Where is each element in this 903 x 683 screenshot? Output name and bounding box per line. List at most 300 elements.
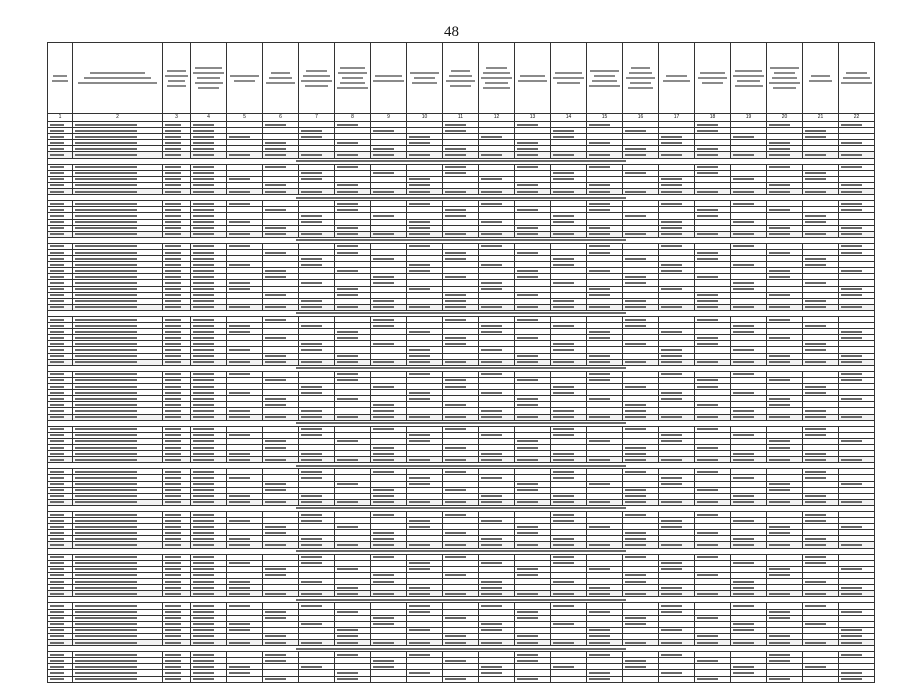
cell-text xyxy=(337,635,358,637)
cell-text xyxy=(661,434,682,436)
cell-text xyxy=(265,233,286,235)
cell-text xyxy=(769,568,790,570)
cell-text xyxy=(75,191,137,193)
cell-text xyxy=(481,544,502,546)
cell-text xyxy=(165,124,181,126)
cell-text xyxy=(553,343,574,345)
cell-text xyxy=(373,258,394,260)
cell-text xyxy=(373,666,394,668)
cell-text xyxy=(589,672,610,674)
cell-text xyxy=(193,221,214,223)
cell-text xyxy=(409,191,430,193)
cell-text xyxy=(805,154,826,156)
cell-text xyxy=(75,635,137,637)
cell-text xyxy=(553,666,574,668)
cell-text xyxy=(625,215,646,217)
cell-text xyxy=(517,191,538,193)
cell-text xyxy=(697,471,718,473)
cell-text xyxy=(193,349,214,351)
column-header-cell xyxy=(227,43,263,114)
cell-text xyxy=(265,154,286,156)
cell-text xyxy=(697,124,718,126)
cell-text xyxy=(193,556,214,558)
cell-text xyxy=(265,593,286,595)
cell-text xyxy=(625,148,646,150)
table-cell xyxy=(163,676,191,682)
cell-text xyxy=(265,148,286,150)
cell-text xyxy=(841,294,862,296)
cell-text xyxy=(733,416,754,418)
cell-text xyxy=(193,343,214,345)
cell-text xyxy=(409,264,430,266)
cell-text xyxy=(625,501,646,503)
header-text-line xyxy=(90,72,145,74)
cell-text xyxy=(50,617,64,619)
cell-text xyxy=(165,306,181,308)
cell-text xyxy=(589,379,610,381)
column-number-cell: 12 xyxy=(479,114,515,122)
cell-text xyxy=(265,501,286,503)
cell-text xyxy=(409,373,430,375)
cell-text xyxy=(553,416,574,418)
cell-text xyxy=(50,538,64,540)
cell-text xyxy=(50,532,64,534)
cell-text xyxy=(373,325,394,327)
cell-text xyxy=(301,215,322,217)
cell-text xyxy=(481,629,502,631)
cell-text xyxy=(589,209,610,211)
cell-text xyxy=(661,672,682,674)
cell-text xyxy=(805,416,826,418)
cell-text xyxy=(75,258,137,260)
cell-text xyxy=(661,233,682,235)
cell-text xyxy=(75,532,137,534)
cell-text xyxy=(373,459,394,461)
column-number-cell: 6 xyxy=(263,114,299,122)
column-header-cell xyxy=(839,43,875,114)
cell-text xyxy=(589,635,610,637)
cell-text xyxy=(769,294,790,296)
cell-text xyxy=(553,471,574,473)
cell-text xyxy=(373,538,394,540)
header-text-line xyxy=(481,77,512,79)
cell-text xyxy=(373,532,394,534)
cell-text xyxy=(337,337,358,339)
cell-text xyxy=(265,379,286,381)
cell-text xyxy=(553,642,574,644)
cell-text xyxy=(841,337,862,339)
cell-text xyxy=(75,209,137,211)
cell-text xyxy=(50,331,64,333)
cell-text xyxy=(301,520,322,522)
column-header-cell xyxy=(48,43,73,114)
header-text-line xyxy=(193,72,224,74)
cell-text xyxy=(373,343,394,345)
header-text-line xyxy=(483,72,509,74)
cell-text xyxy=(517,660,538,662)
cell-text xyxy=(769,483,790,485)
cell-text xyxy=(193,300,214,302)
cell-text xyxy=(805,191,826,193)
cell-text xyxy=(553,623,574,625)
cell-text xyxy=(75,276,137,278)
cell-text xyxy=(841,483,862,485)
cell-text xyxy=(301,556,322,558)
column-header-cell xyxy=(551,43,587,114)
cell-text xyxy=(75,252,137,254)
cell-text xyxy=(193,568,214,570)
cell-text xyxy=(301,233,322,235)
table-cell xyxy=(73,676,163,682)
cell-text xyxy=(75,136,137,138)
header-text-line xyxy=(338,72,367,74)
cell-text xyxy=(229,331,250,333)
cell-text xyxy=(50,203,64,205)
cell-text xyxy=(193,337,214,339)
header-text-line xyxy=(735,70,762,72)
cell-text xyxy=(697,319,718,321)
cell-text xyxy=(165,678,181,680)
cell-text xyxy=(337,191,358,193)
cell-text xyxy=(337,166,358,168)
cell-text xyxy=(337,270,358,272)
cell-text xyxy=(769,678,790,680)
cell-text xyxy=(229,136,250,138)
column-header-cell xyxy=(163,43,191,114)
cell-text xyxy=(337,203,358,205)
cell-text xyxy=(337,672,358,674)
cell-text xyxy=(193,416,214,418)
header-text-line xyxy=(168,80,184,82)
cell-text xyxy=(661,611,682,613)
cell-text xyxy=(769,270,790,272)
cell-text xyxy=(481,501,502,503)
cell-text xyxy=(517,148,538,150)
cell-text xyxy=(165,142,181,144)
cell-text xyxy=(193,471,214,473)
cell-text xyxy=(697,556,718,558)
cell-text xyxy=(445,574,466,576)
cell-text xyxy=(50,136,64,138)
cell-text xyxy=(165,258,181,260)
cell-text xyxy=(481,264,502,266)
cell-text xyxy=(75,471,137,473)
cell-text xyxy=(165,495,181,497)
cell-text xyxy=(165,654,181,656)
cell-text xyxy=(841,568,862,570)
cell-text xyxy=(553,233,574,235)
cell-text xyxy=(229,538,250,540)
cell-text xyxy=(481,178,502,180)
cell-text xyxy=(805,623,826,625)
cell-text xyxy=(50,587,64,589)
cell-text xyxy=(229,581,250,583)
cell-text xyxy=(481,349,502,351)
column-number-cell: 9 xyxy=(371,114,407,122)
cell-text xyxy=(805,361,826,363)
cell-text xyxy=(265,142,286,144)
header-text-line xyxy=(451,70,470,72)
cell-text xyxy=(841,142,862,144)
cell-text xyxy=(50,447,64,449)
cell-text xyxy=(625,471,646,473)
cell-text xyxy=(445,532,466,534)
cell-text xyxy=(841,654,862,656)
table-cell xyxy=(587,676,623,682)
cell-text xyxy=(373,489,394,491)
header-text-line xyxy=(592,80,618,82)
cell-text xyxy=(301,282,322,284)
cell-text xyxy=(193,477,214,479)
cell-text xyxy=(445,593,466,595)
cell-text xyxy=(193,203,214,205)
cell-text xyxy=(733,642,754,644)
column-number-cell: 19 xyxy=(731,114,767,122)
cell-text xyxy=(733,587,754,589)
cell-text xyxy=(75,221,137,223)
cell-text xyxy=(697,574,718,576)
header-text-line xyxy=(702,82,723,84)
cell-text xyxy=(265,642,286,644)
cell-text xyxy=(337,593,358,595)
cell-text xyxy=(697,258,718,260)
cell-text xyxy=(75,574,137,576)
cell-text xyxy=(517,501,538,503)
cell-text xyxy=(193,629,214,631)
cell-text xyxy=(733,325,754,327)
cell-text xyxy=(589,252,610,254)
cell-text xyxy=(165,574,181,576)
cell-text xyxy=(769,440,790,442)
cell-text xyxy=(553,538,574,540)
cell-text xyxy=(193,447,214,449)
cell-text xyxy=(409,203,430,205)
cell-text xyxy=(193,495,214,497)
table-cell xyxy=(371,676,407,682)
cell-text xyxy=(517,355,538,357)
cell-text xyxy=(445,233,466,235)
cell-text xyxy=(409,154,430,156)
cell-text xyxy=(553,520,574,522)
cell-text xyxy=(481,495,502,497)
cell-text xyxy=(165,459,181,461)
cell-text xyxy=(50,544,64,546)
header-text-line xyxy=(198,87,218,89)
cell-text xyxy=(165,276,181,278)
cell-text xyxy=(50,154,64,156)
cell-text xyxy=(733,392,754,394)
cell-text xyxy=(589,270,610,272)
cell-text xyxy=(193,379,214,381)
cell-text xyxy=(193,191,214,193)
cell-text xyxy=(75,428,137,430)
cell-text xyxy=(50,258,64,260)
cell-text xyxy=(625,623,646,625)
cell-text xyxy=(481,282,502,284)
cell-text xyxy=(517,252,538,254)
cell-text xyxy=(75,447,137,449)
cell-text xyxy=(589,544,610,546)
table-cell xyxy=(839,676,875,682)
cell-text xyxy=(337,654,358,656)
cell-text xyxy=(337,245,358,247)
cell-text xyxy=(165,617,181,619)
cell-text xyxy=(265,489,286,491)
cell-text xyxy=(193,410,214,412)
cell-text xyxy=(841,635,862,637)
cell-text xyxy=(805,392,826,394)
cell-text xyxy=(805,581,826,583)
cell-text xyxy=(409,434,430,436)
cell-text xyxy=(517,544,538,546)
cell-text xyxy=(625,258,646,260)
cell-text xyxy=(193,154,214,156)
cell-text xyxy=(553,562,574,564)
cell-text xyxy=(165,568,181,570)
cell-text xyxy=(301,178,322,180)
cell-text xyxy=(301,361,322,363)
cell-text xyxy=(697,154,718,156)
cell-text xyxy=(165,349,181,351)
cell-text xyxy=(337,306,358,308)
cell-text xyxy=(193,361,214,363)
cell-text xyxy=(301,434,322,436)
cell-text xyxy=(589,398,610,400)
cell-text xyxy=(337,355,358,357)
cell-text xyxy=(697,404,718,406)
cell-text xyxy=(841,440,862,442)
cell-text xyxy=(193,386,214,388)
cell-text xyxy=(697,306,718,308)
cell-text xyxy=(165,672,181,674)
cell-text xyxy=(805,495,826,497)
cell-text xyxy=(337,568,358,570)
cell-text xyxy=(193,166,214,168)
header-text-line xyxy=(629,72,653,74)
cell-text xyxy=(841,288,862,290)
cell-text xyxy=(50,227,64,229)
cell-text xyxy=(50,130,64,132)
table-cell xyxy=(48,676,73,682)
cell-text xyxy=(589,355,610,357)
header-text-line xyxy=(197,77,220,79)
cell-text xyxy=(553,349,574,351)
cell-text xyxy=(50,361,64,363)
cell-text xyxy=(75,611,137,613)
cell-text xyxy=(265,191,286,193)
cell-text xyxy=(661,501,682,503)
cell-text xyxy=(409,568,430,570)
column-header-cell xyxy=(695,43,731,114)
cell-text xyxy=(337,142,358,144)
cell-text xyxy=(769,355,790,357)
cell-text xyxy=(589,191,610,193)
cell-text xyxy=(50,233,64,235)
cell-text xyxy=(445,404,466,406)
cell-text xyxy=(265,276,286,278)
cell-text xyxy=(589,440,610,442)
cell-text xyxy=(265,337,286,339)
header-text-line xyxy=(630,82,651,84)
cell-text xyxy=(625,544,646,546)
cell-text xyxy=(625,428,646,430)
cell-text xyxy=(625,574,646,576)
cell-text xyxy=(769,252,790,254)
cell-text xyxy=(301,343,322,345)
cell-text xyxy=(481,434,502,436)
cell-text xyxy=(733,221,754,223)
column-number-cell: 11 xyxy=(443,114,479,122)
cell-text xyxy=(75,319,137,321)
cell-text xyxy=(661,526,682,528)
table-cell xyxy=(479,676,515,682)
cell-text xyxy=(50,642,64,644)
cell-text xyxy=(481,221,502,223)
cell-text xyxy=(75,270,137,272)
cell-text xyxy=(75,587,137,589)
cell-text xyxy=(193,593,214,595)
cell-text xyxy=(301,221,322,223)
cell-text xyxy=(50,325,64,327)
cell-text xyxy=(409,483,430,485)
cell-text xyxy=(733,154,754,156)
cell-text xyxy=(841,501,862,503)
cell-text xyxy=(625,556,646,558)
column-header-cell xyxy=(443,43,479,114)
cell-text xyxy=(301,258,322,260)
column-header-cell xyxy=(515,43,551,114)
cell-text xyxy=(165,520,181,522)
cell-text xyxy=(697,416,718,418)
column-number-cell: 17 xyxy=(659,114,695,122)
table-cell xyxy=(335,676,371,682)
cell-text xyxy=(75,678,137,680)
cell-text xyxy=(805,282,826,284)
cell-text xyxy=(697,172,718,174)
cell-text xyxy=(553,178,574,180)
cell-text xyxy=(733,501,754,503)
cell-text xyxy=(409,355,430,357)
section-heading-text xyxy=(296,239,626,241)
cell-text xyxy=(229,623,250,625)
column-number-cell: 4 xyxy=(191,114,227,122)
cell-text xyxy=(841,587,862,589)
cell-text xyxy=(409,587,430,589)
cell-text xyxy=(697,660,718,662)
cell-text xyxy=(265,294,286,296)
cell-text xyxy=(165,288,181,290)
cell-text xyxy=(733,477,754,479)
cell-text xyxy=(75,623,137,625)
cell-text xyxy=(265,459,286,461)
cell-text xyxy=(75,453,137,455)
cell-text xyxy=(445,276,466,278)
cell-text xyxy=(50,215,64,217)
cell-text xyxy=(517,489,538,491)
cell-text xyxy=(661,483,682,485)
cell-text xyxy=(75,642,137,644)
cell-text xyxy=(733,288,754,290)
cell-text xyxy=(697,678,718,680)
cell-text xyxy=(553,392,574,394)
cell-text xyxy=(733,136,754,138)
cell-text xyxy=(75,245,137,247)
cell-text xyxy=(805,642,826,644)
cell-text xyxy=(517,574,538,576)
cell-text xyxy=(193,532,214,534)
cell-text xyxy=(75,520,137,522)
cell-text xyxy=(50,440,64,442)
